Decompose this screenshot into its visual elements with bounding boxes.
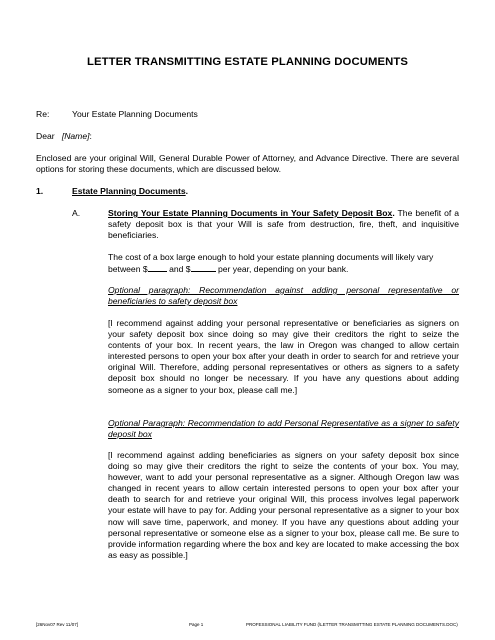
cost-text-2: and $ <box>169 264 191 275</box>
optional1-body: [I recommend against adding your personal representative or beneficiaries as signers on your safety deposit box since doing so may give their creditors the right to seize the contents of your box. In recent years, the law in Oregon was changed to allow certain interested persons to open your box after your death in order to search for and retrieve your original Will. Therefore, adding personal representatives or others as signers to a safety deposit box should no longer be necessary. If you have any questions about adding someone as a signer to your box, please call me.] <box>108 318 459 395</box>
footer-page-number: Page 1 <box>189 622 204 627</box>
subsection-paragraph <box>108 208 459 241</box>
optional1-heading: Optional paragraph: Recommendation against adding personal representative or beneficiaries to safety deposit box <box>108 285 459 307</box>
cost-high-blank <box>191 263 216 272</box>
section-heading <box>72 186 188 197</box>
section-title: Estate Planning Documents <box>72 186 186 196</box>
cost-text-3: per year, depending on your bank. <box>217 264 349 275</box>
optional2-heading: Optional Paragraph: Recommendation to add Personal Representative as a signer to safety deposit box <box>108 418 459 440</box>
footer-left: [26Nov07 Rev 11/07] <box>36 622 78 627</box>
document-title: LETTER TRANSMITTING ESTATE PLANNING DOCUMENTS <box>86 56 408 68</box>
dear-label: Dear <box>36 131 55 141</box>
salutation <box>36 131 92 142</box>
subsection-title: Storing Your Estate Planning Documents in Your Safety Deposit Box <box>108 208 393 218</box>
section-number: 1. <box>36 186 44 196</box>
recipient-name: [Name] <box>61 131 90 141</box>
subsection-period: . <box>392 208 395 218</box>
intro-paragraph: Enclosed are your original Will, General Durable Power of Attorney, and Advance Directive. There are several options for storing these documents, which are discussed below. <box>36 153 459 175</box>
subsection-body: The benefit of a safety deposit box is that your Will is safe from destruction, fire, theft, and inquisitive beneficiaries. <box>108 208 459 241</box>
cost-low-blank <box>148 263 167 272</box>
dear-colon: : <box>89 131 92 141</box>
optional2-body: [I recommend against adding beneficiaries as signers on your safety deposit box since doing so may give their creditors the right to seize the contents of your box. You may, however, want to add your personal representative as a signer. Although Oregon law was changed in recent years to allow certain interested persons to open your box after your death to search for and retrieve your original Will, this process involves legal paperwork your estate will have to pay for. Adding your personal representative as a signer to your box now will save time, paperwork, and money. If you have any questions about adding your personal representative or someone else as a signer to your box, please call me. Be sure to provide information regarding where the box and key are located to make accessing the box as easy as possible.] <box>108 450 459 560</box>
cost-text-1: The cost of a box large enough to hold your estate planning documents will likely vary between $ <box>108 252 434 275</box>
section-period: . <box>185 186 189 196</box>
cost-paragraph <box>108 252 459 275</box>
re-text: Your Estate Planning Documents <box>72 109 198 119</box>
footer-right: PROFESSIONAL LIABILITY FUND (\LETTER TRANSMITTING ESTATE PLANNING DOCUMENTS.DOC) <box>246 622 458 627</box>
subsection-letter: A. <box>72 208 81 218</box>
re-label: Re: <box>36 109 50 119</box>
